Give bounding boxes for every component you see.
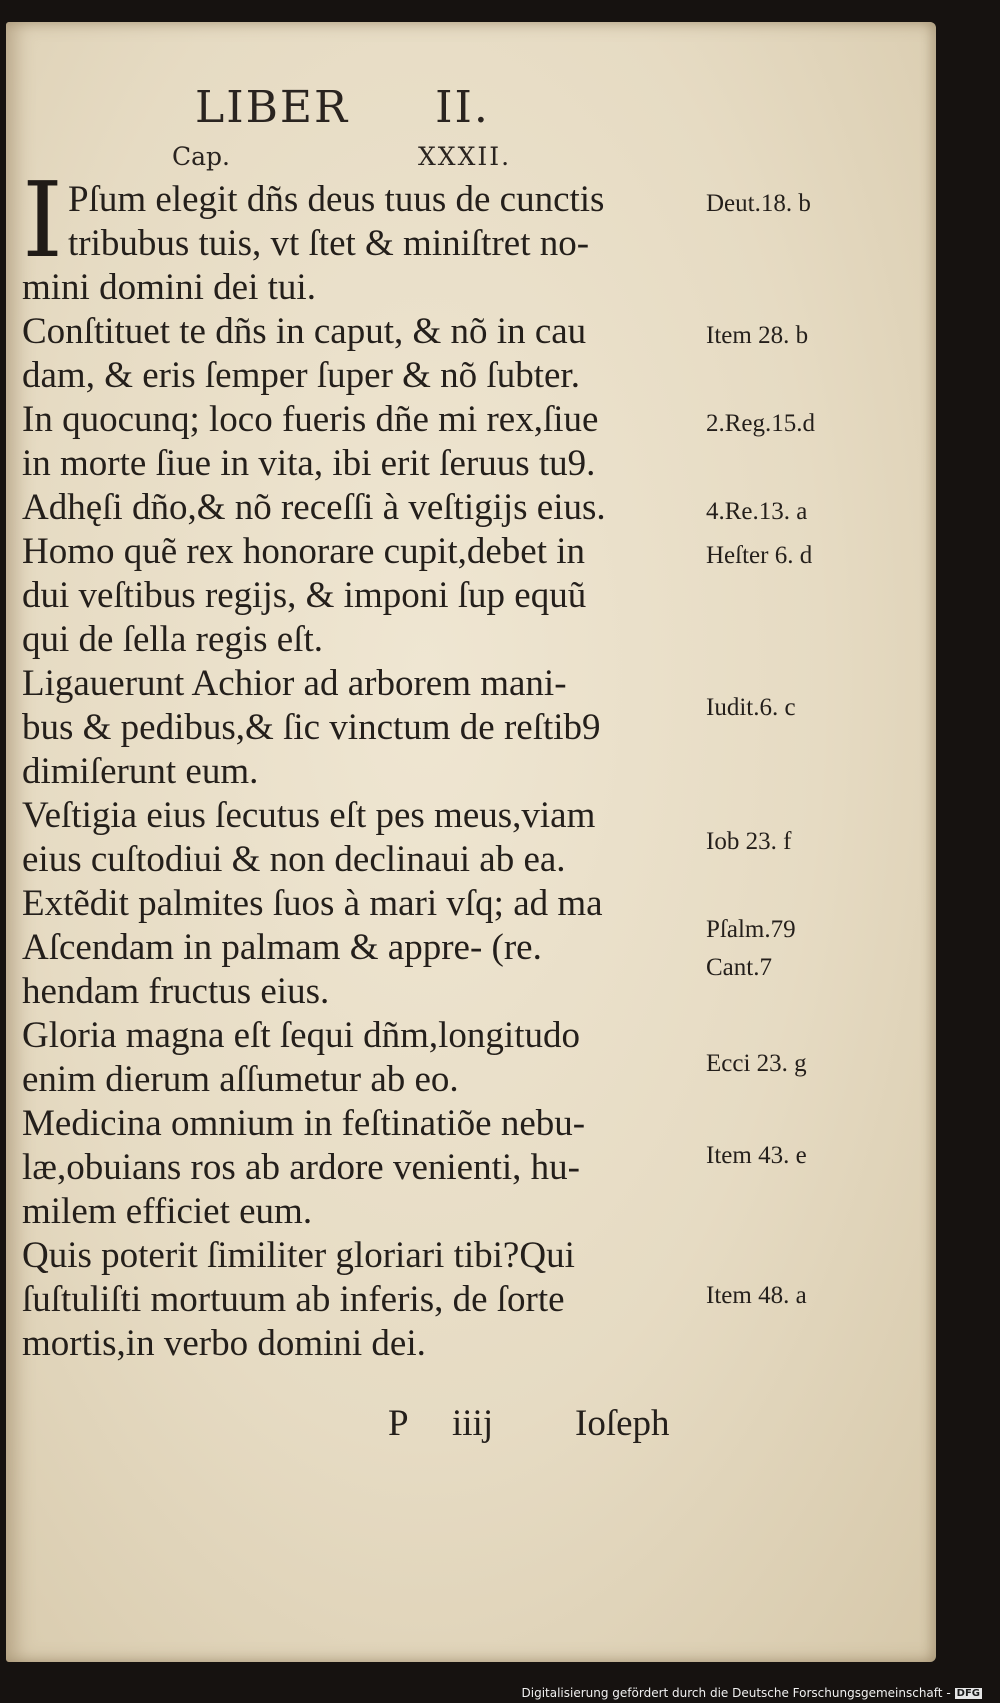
signature-number: iiij xyxy=(452,1403,494,1444)
text-line: in morte ſiue in vita, ibi erit ſeruus tu9. xyxy=(22,443,596,484)
text-line: Homo quẽ rex honorare cupit,debet in xyxy=(22,531,586,572)
text-line: Medicina omnium in feſtinatiõe nebu- xyxy=(22,1103,586,1144)
text-line: eius cuſtodiui & non declinaui ab ea. xyxy=(22,839,566,880)
margin-reference: Heſter 6. d xyxy=(706,542,813,569)
text-line: enim dierum aſſumetur ab eo. xyxy=(22,1059,459,1100)
text-line: Pſum elegit dñs deus tuus de cunctis xyxy=(68,179,605,220)
text-line: In quocunq; loco fueris dñe mi rex,ſiue xyxy=(22,399,599,440)
text-line: Gloria magna eſt ſequi dñm,longitudo xyxy=(22,1015,580,1056)
text-line: tribubus tuis, vt ſtet & miniſtret no- xyxy=(68,223,590,264)
margin-reference: Item 48. a xyxy=(706,1282,807,1309)
text-line: qui de ſella regis eſt. xyxy=(22,619,324,660)
text-line: Veſtigia eius ſecutus eſt pes meus,viam xyxy=(22,795,596,836)
margin-reference: Iob 23. f xyxy=(706,828,792,855)
text-line: Conſtituet te dñs in caput, & nõ in cau xyxy=(22,311,587,352)
margin-reference: Cant.7 xyxy=(706,954,772,981)
funding-notice xyxy=(522,1686,983,1700)
text-line: Quis poterit ſimiliter gloriari tibi?Qui xyxy=(22,1235,575,1276)
text-line: milem efficiet eum. xyxy=(22,1191,313,1232)
funding-notice-text: Digitalisierung gefördert durch die Deutsche Forschungsgemeinschaft - xyxy=(521,1686,951,1700)
text-line: ſuſtuliſti mortuum ab inferis, de ſorte xyxy=(22,1279,565,1320)
margin-reference: Ecci 23. g xyxy=(706,1050,807,1077)
dfg-logo: DFG xyxy=(956,1688,980,1699)
margin-reference: 2.Reg.15.d xyxy=(706,410,816,437)
chapter-label: Cap. xyxy=(172,142,230,171)
catchword: Ioſeph xyxy=(575,1403,670,1444)
margin-reference: Pſalm.79 xyxy=(706,916,796,943)
text-line: bus & pedibus,& ſic vinctum de reſtib9 xyxy=(22,707,601,748)
margin-reference: Item 43. e xyxy=(706,1142,807,1169)
text-line: dimiſerunt eum. xyxy=(22,751,259,792)
running-head: LIBER II. xyxy=(195,82,490,133)
text-line: mini domini dei tui. xyxy=(22,267,316,308)
margin-reference: 4.Re.13. a xyxy=(706,498,808,525)
signature-mark: P xyxy=(388,1403,409,1444)
chapter-number: XXXII. xyxy=(418,142,512,171)
margin-reference: Iudit.6. c xyxy=(706,694,796,721)
text-line: dam, & eris ſemper ſuper & nõ ſubter. xyxy=(22,355,580,396)
margin-reference: Item 28. b xyxy=(706,322,809,349)
text-line: Ligauerunt Achior ad arborem mani- xyxy=(22,663,567,704)
text-line: hendam fructus eius. xyxy=(22,971,330,1012)
text-line: Aſcendam in palmam & appre- (re. xyxy=(22,927,542,968)
drop-cap: I xyxy=(22,159,64,281)
text-line: mortis,in verbo domini dei. xyxy=(22,1323,426,1364)
text-line: læ,obuians ros ab ardore venienti, hu- xyxy=(22,1147,580,1188)
margin-reference: Deut.18. b xyxy=(706,190,811,217)
text-line: Extẽdit palmites ſuos à mari vſq; ad ma xyxy=(22,883,603,924)
text-line: Adhęſi dño,& nõ receſſi à veſtigijs eius. xyxy=(22,487,606,528)
text-line: dui veſtibus regijs, & imponi ſup equũ xyxy=(22,575,587,616)
